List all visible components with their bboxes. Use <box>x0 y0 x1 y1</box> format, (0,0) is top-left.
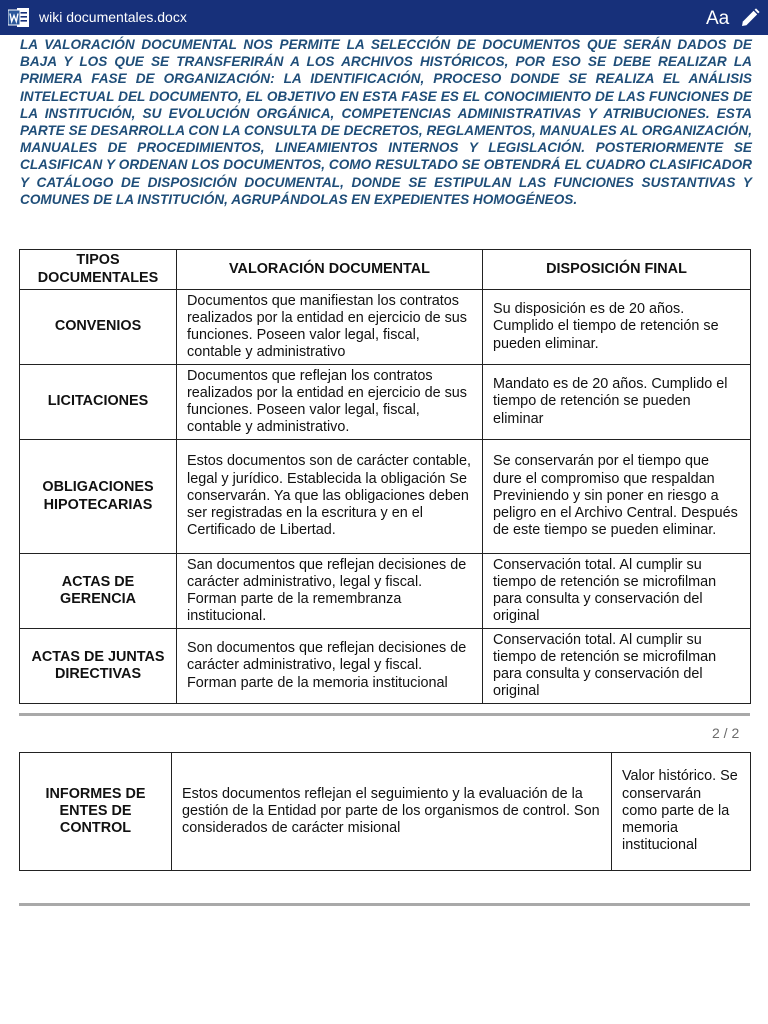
pencil-icon[interactable] <box>740 8 760 28</box>
row-disposition: Valor histórico. Se conservarán como parte de la memoria institucional <box>612 753 751 871</box>
header-tipos: TIPOS DOCUMENTALES <box>20 250 177 290</box>
row-disposition: Conservación total. Al cumplir su tiempo de retención se microfilman para consulta y conservación del original <box>483 554 751 629</box>
row-valuation: Estos documentos son de carácter contable, legal y jurídico. Establecida la obligación Se conservarán. Ya que las obligaciones deben ser registradas en la escritura y en el Certificado de Libertad. <box>177 440 483 554</box>
document-table-page-2 <box>19 752 751 871</box>
page-divider <box>19 903 750 906</box>
table-row <box>20 554 751 629</box>
row-type: OBLIGACIONES HIPOTECARIAS <box>20 440 177 554</box>
text-size-button[interactable]: Aa <box>706 8 730 29</box>
row-valuation: Son documentos que reflejan decisiones de carácter administrativo, legal y fiscal. Forman parte de la memoria institucional <box>177 629 483 704</box>
row-type: INFORMES DE ENTES DE CONTROL <box>20 753 172 871</box>
table-row <box>20 290 751 365</box>
row-valuation: Documentos que reflejan los contratos realizados por la entidad en ejercicio de sus funciones. Poseen valor legal, fiscal, contable y administrativo. <box>177 365 483 440</box>
document-table <box>19 249 751 704</box>
page-divider <box>19 713 750 716</box>
row-disposition: Se conservarán por el tiempo que dure el compromiso que respaldan Previniendo y sin poner en riesgo a peligro en el Archivo Central. Después de este tiempo se pueden eliminar. <box>483 440 751 554</box>
table-header-row <box>20 250 751 290</box>
row-type: ACTAS DE GERENCIA <box>20 554 177 629</box>
row-disposition: Su disposición es de 20 años. Cumplido el tiempo de retención se pueden eliminar. <box>483 290 751 365</box>
word-icon <box>8 7 30 28</box>
row-valuation: Documentos que manifiestan los contratos realizados por la entidad en ejercicio de sus funciones. Poseen valor legal, fiscal, contable y administrativo <box>177 290 483 365</box>
table-row <box>20 365 751 440</box>
table-row <box>20 629 751 704</box>
header-valoracion: VALORACIÓN DOCUMENTAL <box>177 250 483 290</box>
page-indicator: 2 / 2 <box>712 725 740 741</box>
row-valuation: San documentos que reflejan decisiones de carácter administrativo, legal y fiscal. Forman parte de la remembranza institucional. <box>177 554 483 629</box>
row-type: LICITACIONES <box>20 365 177 440</box>
document-title: wiki documentales.docx <box>39 9 187 25</box>
app-header <box>0 0 768 35</box>
header-disposicion: DISPOSICIÓN FINAL <box>483 250 751 290</box>
row-type: ACTAS DE JUNTAS DIRECTIVAS <box>20 629 177 704</box>
row-disposition: Mandato es de 20 años. Cumplido el tiempo de retención se pueden eliminar <box>483 365 751 440</box>
row-disposition: Conservación total. Al cumplir su tiempo de retención se microfilman para consulta y conservación del original <box>483 629 751 704</box>
table-row <box>20 440 751 554</box>
table-row <box>20 753 751 871</box>
row-type: CONVENIOS <box>20 290 177 365</box>
intro-paragraph: LA VALORACIÓN DOCUMENTAL NOS PERMITE LA SELECCIÓN DE DOCUMENTOS QUE SERÁN DADOS DE BAJA Y LOS QUE SE TRANSFERIRÁN A LOS ARCHIVOS HISTÓRICOS, POR ESO SE DEBE REALIZAR LA PRIMERA FASE DE ORGANIZACIÓN: LA IDENTIFICACIÓN, PROCESO DONDE SE REALIZA EL ANÁLISIS INTELECTUAL DEL DOCUMENTO, EL OBJETIVO EN ESTA FASE ES EL CONOCIMIENTO DE LAS FUNCIONES DE LA INSTITUCIÓN, SU EVOLUCIÓN ORGÁNICA, COMPETENCIAS ADMINISTRATIVAS Y ATRIBUCIONES. ESTA PARTE SE DESARROLLA CON LA CONSULTA DE DECRETOS, REGLAMENTOS, MANUALES AL ORGANIZACIÓN, MANUALES DE PROCEDIMIENTOS, LINEAMIENTOS INTERNOS Y LEGISLACIÓN. POSTERIORMENTE SE CLASIFICAN Y ORDENAN LOS DOCUMENTOS, COMO RESULTADO SE OBTENDRÁ EL CUADRO CLASIFICADOR Y CATÁLOGO DE DISPOSICIÓN DOCUMENTAL, DONDE SE ESTIPULAN LAS FUNCIONES SUSTANTIVAS Y COMUNES DE LA INSTITUCIÓN, AGRUPÁNDOLAS EN EXPEDIENTES HOMOGÉNEOS. <box>20 37 752 207</box>
row-valuation: Estos documentos reflejan el seguimiento y la evaluación de la gestión de la Entidad por parte de los organismos de control. Son considerados de carácter misional <box>172 753 612 871</box>
